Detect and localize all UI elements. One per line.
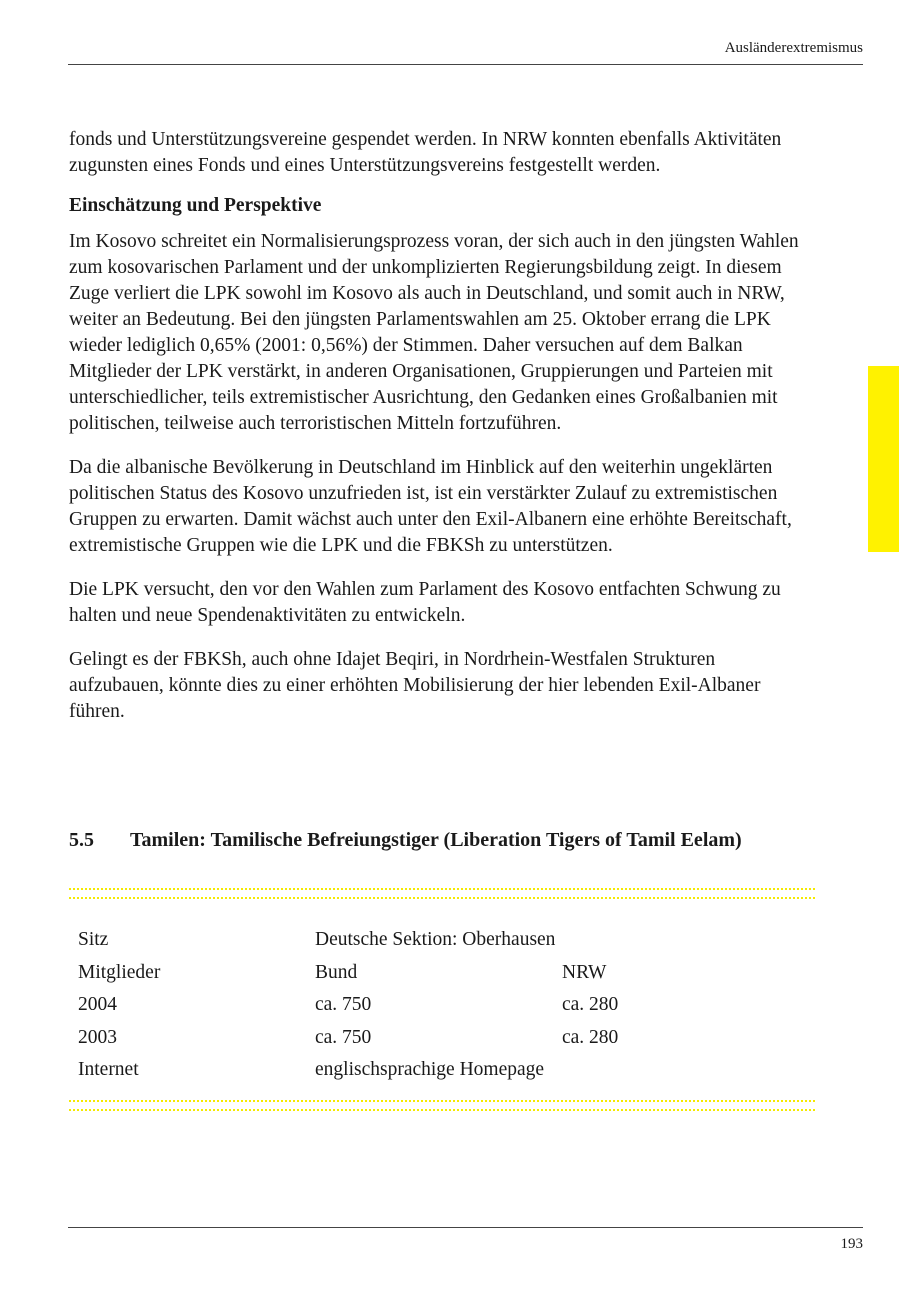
table-row	[78, 924, 618, 957]
table-cell: NRW	[562, 961, 607, 983]
paragraph-3: Die LPK versucht, den vor den Wahlen zum Parlament des Kosovo entfachten Schwung zu halten und neue Spendenaktivitäten zu entwickeln.	[69, 579, 781, 626]
body-text	[69, 127, 814, 743]
table-bottom-border	[69, 1100, 815, 1102]
intro-paragraph: fonds und Unterstützungsvereine gespendet werden. In NRW konnten ebenfalls Aktivitäten zugunsten eines Fonds und eines Unterstützungsvereins festgestellt werden.	[69, 129, 782, 176]
paragraph-2: Da die albanische Bevölkerung in Deutschland im Hinblick auf den weiterhin ungeklärten politischen Status des Kosovo unzufrieden ist, ist ein verstärkter Zulauf zu extremistischen Gruppen zu erwarten. Damit wächst auch unter den Exil-Albanern eine erhöhte Bereitschaft, extremistische Gruppen wie die LPK und die FBKSh zu unterstützen.	[69, 457, 792, 556]
paragraph-4: Gelingt es der FBKSh, auch ohne Idajet Beqiri, in Nordrhein-Westfalen Strukturen aufzubauen, könnte dies zu einer erhöhten Mobilisierung der hier lebenden Exil-Albaner führen.	[69, 649, 761, 722]
table-cell: Mitglieder	[78, 961, 161, 983]
section-heading	[69, 829, 742, 852]
section-title: Tamilen: Tamilische Befreiungstiger (Liberation Tigers of Tamil Eelam)	[130, 829, 742, 851]
footer-rule	[68, 1227, 863, 1228]
table-cell: ca. 280	[562, 994, 619, 1016]
table-row	[78, 989, 618, 1022]
table-row	[78, 1054, 618, 1087]
table-top-border-inner	[69, 897, 815, 899]
page-number: 193	[840, 1236, 863, 1252]
table-cell: Deutsche Sektion: Oberhausen	[315, 929, 556, 951]
paragraph-1: Im Kosovo schreitet ein Normalisierungsprozess voran, der sich auch in den jüngsten Wahlen zum kosovarischen Parlament und der unkomplizierten Regierungsbildung zeigt. In diesem Zuge verliert die LPK sowohl im Kosovo als auch in Deutschland, und somit auch in NRW, weiter an Bedeutung. Bei den jüngsten Parlamentswahlen am 25. Oktober errang die LPK wieder lediglich 0,65% (2001: 0,56%) der Stimmen. Daher versuchen auf dem Balkan Mitglieder der LPK verstärkt, in anderen Organisationen, Gruppierungen und Parteien mit unterschiedlicher, teils extremistischer Ausrichtung, den Gedanken eines Großalbanien mit politischen, teilweise auch terroristischen Mitteln fortzuführen.	[69, 231, 799, 434]
table-cell: Bund	[315, 961, 358, 983]
subheading: Einschätzung und Perspektive	[69, 195, 322, 216]
fact-table	[78, 924, 618, 1087]
table-cell: Internet	[78, 1059, 139, 1081]
table-cell: Sitz	[78, 929, 109, 951]
header-rule	[68, 64, 863, 65]
table-cell: ca. 280	[562, 1026, 619, 1048]
table-cell: ca. 750	[315, 1026, 372, 1048]
table-bottom-border-inner	[69, 1109, 815, 1111]
table-top-border	[69, 888, 815, 890]
table-cell: 2003	[78, 1026, 117, 1048]
table-row	[78, 957, 618, 990]
chapter-marker-tab	[868, 366, 899, 552]
table-cell: 2004	[78, 994, 117, 1016]
running-title: Ausländerextremismus	[724, 40, 863, 56]
table-cell: ca. 750	[315, 994, 372, 1016]
section-number: 5.5	[69, 829, 94, 851]
table-row	[78, 1022, 618, 1055]
table-cell: englischsprachige Homepage	[315, 1059, 545, 1081]
